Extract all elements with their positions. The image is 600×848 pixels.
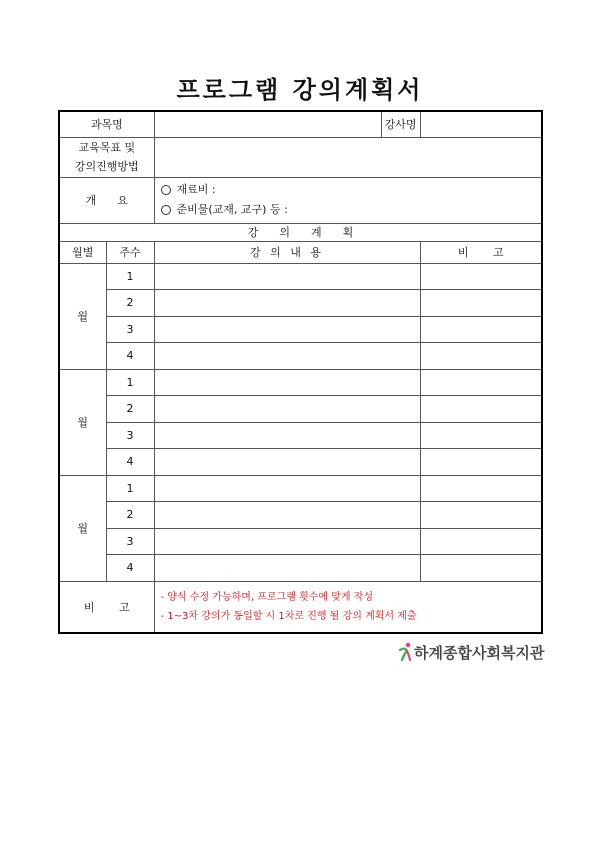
overview-item-materials: 재료비 : <box>161 180 542 200</box>
week-number: 4 <box>106 555 154 582</box>
note-cell[interactable] <box>420 316 542 343</box>
week-number: 4 <box>106 449 154 476</box>
week-number: 3 <box>106 422 154 449</box>
plan-section-title: 강 의 계 획 <box>59 223 542 241</box>
instructor-field[interactable] <box>420 111 542 137</box>
note-cell[interactable] <box>420 290 542 317</box>
course-field[interactable] <box>154 111 381 137</box>
circle-bullet-icon <box>161 205 171 215</box>
welfare-center-logo <box>398 641 544 663</box>
note-cell[interactable] <box>420 528 542 555</box>
overview-item-supplies: 준비물(교재, 교구) 등 : <box>161 200 542 220</box>
goal-label-line2: 강의진행방법 <box>74 160 139 173</box>
welfare-center-name: 하계종합사회복지관 <box>414 643 545 662</box>
circle-bullet-icon <box>161 185 171 195</box>
goal-method-field[interactable] <box>154 137 542 177</box>
instructor-label: 강사명 <box>381 111 420 137</box>
week-number: 1 <box>106 263 154 290</box>
remark-note: - 양식 수정 가능하며, 프로그램 횟수에 맞게 작성 <box>160 591 374 603</box>
welfare-center-logo-icon <box>398 642 412 662</box>
lecture-content-cell[interactable] <box>154 316 420 343</box>
week-number: 3 <box>106 316 154 343</box>
week-number: 2 <box>106 502 154 529</box>
note-cell[interactable] <box>420 475 542 502</box>
week-number: 4 <box>106 343 154 370</box>
week-number: 2 <box>106 396 154 423</box>
note-cell[interactable] <box>420 422 542 449</box>
month-label[interactable]: 월 <box>59 369 106 475</box>
week-number: 1 <box>106 369 154 396</box>
col-week-header: 주수 <box>106 241 154 263</box>
note-cell[interactable] <box>420 502 542 529</box>
col-content-header: 강 의 내 용 <box>154 241 420 263</box>
note-cell[interactable] <box>420 369 542 396</box>
note-cell[interactable] <box>420 555 542 582</box>
week-number: 2 <box>106 290 154 317</box>
lecture-content-cell[interactable] <box>154 396 420 423</box>
overview-field[interactable] <box>154 177 542 223</box>
course-label: 과목명 <box>59 111 154 137</box>
remarks-label: 비 고 <box>59 581 154 633</box>
goal-label-line1: 교육목표 및 <box>78 141 136 154</box>
remarks-field[interactable] <box>154 581 542 633</box>
lecture-content-cell[interactable] <box>154 528 420 555</box>
lecture-content-cell[interactable] <box>154 369 420 396</box>
col-note-header: 비 고 <box>420 241 542 263</box>
week-number: 3 <box>106 528 154 555</box>
goal-method-label <box>59 137 154 177</box>
lecture-content-cell[interactable] <box>154 555 420 582</box>
lecture-content-cell[interactable] <box>154 449 420 476</box>
overview-label: 개 요 <box>59 177 154 223</box>
note-cell[interactable] <box>420 263 542 290</box>
note-cell[interactable] <box>420 396 542 423</box>
page-title: 프로그램 강의계획서 <box>176 76 424 104</box>
plan-form-table <box>58 110 543 634</box>
lecture-content-cell[interactable] <box>154 343 420 370</box>
col-month-header: 월별 <box>59 241 106 263</box>
note-cell[interactable] <box>420 449 542 476</box>
note-cell[interactable] <box>420 343 542 370</box>
lecture-content-cell[interactable] <box>154 422 420 449</box>
month-label[interactable]: 월 <box>59 475 106 581</box>
lecture-content-cell[interactable] <box>154 475 420 502</box>
lecture-content-cell[interactable] <box>154 263 420 290</box>
lecture-content-cell[interactable] <box>154 290 420 317</box>
week-number: 1 <box>106 475 154 502</box>
month-label[interactable]: 월 <box>59 263 106 369</box>
lecture-content-cell[interactable] <box>154 502 420 529</box>
remark-note: - 1~3차 강의가 동일할 시 1차로 진행 될 강의 계획서 제출 <box>160 610 417 622</box>
